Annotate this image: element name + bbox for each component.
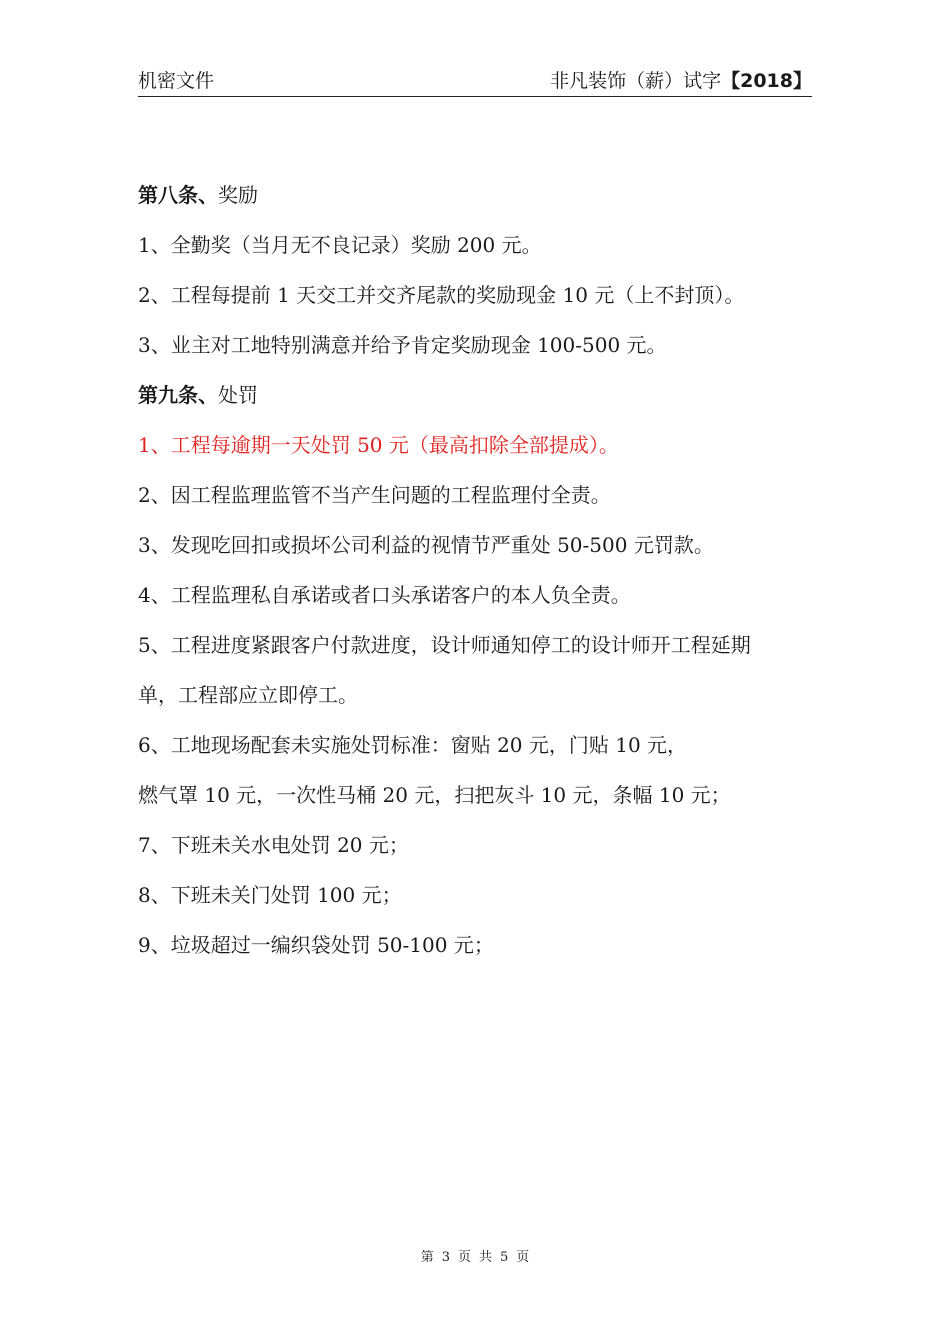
section9-item-6: 6、工地现场配套未实施处罚标准：窗贴 20 元，门贴 10 元，	[138, 733, 688, 757]
document-body	[138, 170, 818, 970]
header-left-label: 机密文件	[138, 70, 215, 92]
section9-item-8: 8、下班未关门处罚 100 元；	[138, 883, 402, 907]
section9-item-3: 3、发现吃回扣或损坏公司利益的视情节严重处 50-500 元罚款。	[138, 533, 714, 557]
section9-item-6-cont: 燃气罩 10 元，一次性马桶 20 元，扫把灰斗 10 元，条幅 10 元；	[138, 783, 731, 807]
section8-item-2: 2、工程每提前 1 天交工并交齐尾款的奖励现金 10 元（上不封顶）。	[138, 283, 745, 307]
header-rule	[138, 96, 812, 97]
page-footer: 第 3 页 共 5 页	[420, 1250, 530, 1265]
header-right-label	[550, 66, 812, 93]
header-company: 非凡装饰（薪）试字	[550, 70, 722, 92]
section9-item-9: 9、垃圾超过一编织袋处罚 50-100 元；	[138, 933, 494, 957]
header-year: 【2018】	[721, 70, 812, 92]
section9-item-1: 1、工程每逾期一天处罚 50 元（最高扣除全部提成）。	[138, 433, 619, 457]
section9-item-4: 4、工程监理私自承诺或者口头承诺客户的本人负全责。	[138, 583, 631, 607]
section9-item-2: 2、因工程监理监管不当产生问题的工程监理付全责。	[138, 483, 611, 507]
section9-item-5-cont: 单，工程部应立即停工。	[138, 683, 358, 707]
section9-item-5: 5、工程进度紧跟客户付款进度，设计师通知停工的设计师开工程延期	[138, 633, 751, 657]
section8-heading: 第八条、奖励	[138, 183, 258, 207]
section9-item-7: 7、下班未关水电处罚 20 元；	[138, 833, 409, 857]
section8-item-3: 3、业主对工地特别满意并给予肯定奖励现金 100-500 元。	[138, 333, 667, 357]
section8-item-1: 1、全勤奖（当月无不良记录）奖励 200 元。	[138, 233, 542, 257]
section9-heading: 第九条、处罚	[138, 383, 258, 407]
